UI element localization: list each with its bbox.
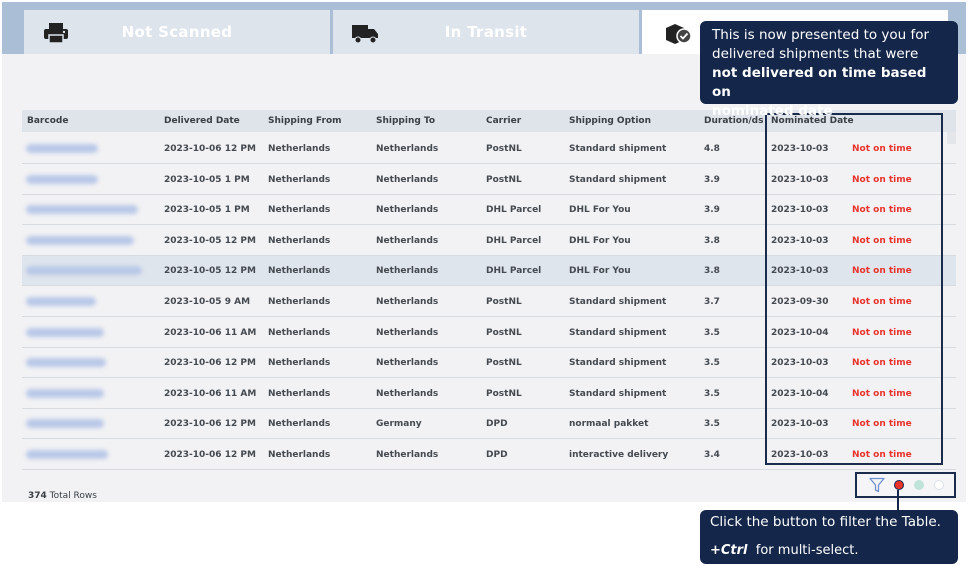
cell-to: Netherlands [376,205,439,216]
cell-nominated: 2023-10-04 [771,388,829,399]
cell-status: Not on time [852,297,912,307]
col-nominated-date[interactable]: Nominated Date [771,116,854,126]
cell-carrier: PostNL [486,388,522,399]
cell-duration: 3.7 [704,297,720,307]
cell-delivered: 2023-10-05 12 PM [164,266,256,277]
cell-nominated: 2023-10-04 [771,327,829,338]
cell-from: Netherlands [268,144,331,154]
cell-to: Netherlands [376,144,439,154]
cell-nominated: 2023-10-03 [771,174,829,185]
col-shipping-option[interactable]: Shipping Option [569,116,651,126]
cell-status: Not on time [852,205,912,216]
tooltip-callout-top: This is now presented to you for delivered shipments that were not delivered on time based on nominated date [700,21,958,104]
col-delivered-date[interactable]: Delivered Date [164,116,240,126]
barcode-redacted [26,389,104,398]
barcode-redacted [26,419,104,428]
cell-carrier: PostNL [486,297,522,307]
cell-carrier: DPD [486,419,508,430]
tab-in-transit[interactable] [333,10,639,54]
cell-duration: 3.8 [704,235,720,246]
tab-not-scanned[interactable] [24,10,330,54]
cell-from: Netherlands [268,388,331,399]
cell-delivered: 2023-10-05 12 PM [164,235,256,246]
col-shipping-to[interactable]: Shipping To [376,116,436,126]
cell-status: Not on time [852,174,912,185]
cell-from: Netherlands [268,266,331,277]
cell-delivered: 2023-10-06 12 PM [164,450,256,460]
cell-carrier: DHL Parcel [486,235,542,246]
cell-carrier: PostNL [486,358,522,369]
cell-status: Not on time [852,327,912,338]
col-carrier[interactable]: Carrier [486,116,522,126]
cell-option: Standard shipment [569,358,667,369]
cell-nominated: 2023-09-30 [771,297,829,307]
cell-delivered: 2023-10-06 12 PM [164,358,256,369]
cell-from: Netherlands [268,450,331,460]
cell-to: Netherlands [376,174,439,185]
cell-status: Not on time [852,419,912,430]
cell-option: DHL For You [569,235,631,246]
funnel-icon[interactable] [869,477,885,493]
cell-to: Netherlands [376,327,439,338]
cell-duration: 3.5 [704,388,720,399]
cell-option: Standard shipment [569,144,667,154]
filter-controls [855,472,956,498]
cell-delivered: 2023-10-05 9 AM [164,297,251,307]
barcode-redacted [26,266,142,275]
cell-duration: 3.8 [704,266,720,277]
filter-dot-empty[interactable] [934,480,944,490]
cell-option: Standard shipment [569,327,667,338]
cell-nominated: 2023-10-03 [771,266,829,277]
cell-delivered: 2023-10-06 12 PM [164,419,256,430]
barcode-redacted [26,328,104,337]
cell-nominated: 2023-10-03 [771,419,829,430]
cell-to: Netherlands [376,266,439,277]
cell-status: Not on time [852,235,912,246]
cell-to: Germany [376,419,422,430]
cell-delivered: 2023-10-05 1 PM [164,174,250,185]
col-shipping-from[interactable]: Shipping From [268,116,342,126]
cell-nominated: 2023-10-03 [771,205,829,216]
cell-delivered: 2023-10-06 11 AM [164,327,257,338]
cell-from: Netherlands [268,358,331,369]
cell-status: Not on time [852,450,912,460]
filter-dot-green[interactable] [914,480,924,490]
tooltip-callout-bottom: Click the button to filter the Table. +Ctrl for multi-select. [700,510,958,564]
cell-duration: 3.5 [704,327,720,338]
barcode-redacted [26,358,106,367]
cell-nominated: 2023-10-03 [771,235,829,246]
cell-option: DHL For You [569,266,631,277]
cell-carrier: PostNL [486,327,522,338]
cell-from: Netherlands [268,419,331,430]
barcode-redacted [26,297,96,306]
col-duration[interactable]: Duration/ds [704,116,764,126]
cell-to: Netherlands [376,358,439,369]
cell-carrier: PostNL [486,174,522,185]
box-check-icon [664,22,692,44]
cell-from: Netherlands [268,174,331,185]
barcode-redacted [26,144,98,153]
cell-carrier: DHL Parcel [486,266,542,277]
cell-duration: 4.8 [704,144,720,154]
cell-nominated: 2023-10-03 [771,450,829,460]
cell-option: Standard shipment [569,297,667,307]
cell-duration: 3.9 [704,205,720,216]
barcode-redacted [26,450,108,459]
cell-from: Netherlands [268,235,331,246]
barcode-redacted [26,175,98,184]
cell-option: Standard shipment [569,174,667,185]
cell-nominated: 2023-10-03 [771,358,829,369]
cell-nominated: 2023-10-03 [771,144,829,154]
cell-duration: 3.5 [704,358,720,369]
col-barcode[interactable]: Barcode [27,116,69,126]
cell-delivered: 2023-10-05 1 PM [164,205,250,216]
cell-to: Netherlands [376,388,439,399]
cell-option: Standard shipment [569,388,667,399]
cell-carrier: DHL Parcel [486,205,542,216]
filter-dot-red[interactable] [894,480,904,490]
nominated-date-highlight [765,113,943,465]
tab-label: Not Scanned [121,23,233,41]
cell-status: Not on time [852,266,912,277]
cell-to: Netherlands [376,297,439,307]
cell-from: Netherlands [268,205,331,216]
cell-option: normaal pakket [569,419,649,430]
cell-duration: 3.5 [704,419,720,430]
cell-from: Netherlands [268,327,331,338]
cell-delivered: 2023-10-06 11 AM [164,388,257,399]
cell-duration: 3.9 [704,174,720,185]
total-rows: 374 Total Rows [28,491,97,501]
barcode-redacted [26,205,138,214]
cell-status: Not on time [852,358,912,369]
cell-from: Netherlands [268,297,331,307]
cell-status: Not on time [852,144,912,154]
cell-status: Not on time [852,388,912,399]
cell-carrier: DPD [486,450,508,460]
tab-label: In Transit [444,23,528,41]
cell-delivered: 2023-10-06 12 PM [164,144,256,154]
cell-option: interactive delivery [569,450,669,460]
cell-option: DHL For You [569,205,631,216]
callout-connector [897,490,899,510]
cell-to: Netherlands [376,235,439,246]
cell-to: Netherlands [376,450,439,460]
cell-duration: 3.4 [704,450,720,460]
barcode-redacted [26,236,134,245]
cell-carrier: PostNL [486,144,522,154]
